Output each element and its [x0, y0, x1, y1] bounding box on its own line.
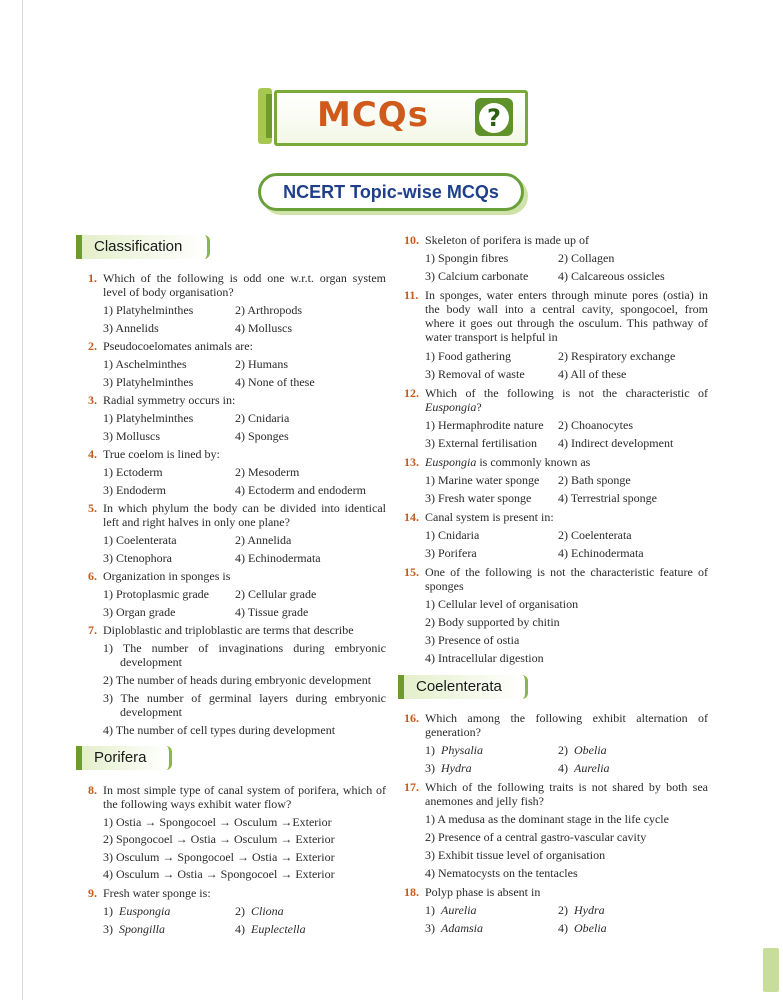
question-6-number: 6. [88, 569, 97, 583]
question-14-number: 14. [404, 510, 419, 524]
option: 1) Coelenterata [103, 533, 177, 547]
question-18-text: Polyp phase is absent in [425, 885, 541, 899]
option: 4) The number of cell types during development [103, 723, 336, 737]
option: 1) Physalia [425, 743, 483, 757]
option: 3) Presence of ostia [425, 633, 520, 647]
option: 4) Euplectella [235, 922, 306, 936]
option: 3) Spongilla [103, 922, 166, 936]
option: 1) Platyhelminthes [103, 411, 194, 425]
option: 1) Food gathering [425, 349, 511, 363]
question-5-number: 5. [88, 501, 97, 515]
question-10-text: Skeleton of porifera is made up of [425, 233, 589, 247]
option: 3) Calcium carbonate [425, 269, 529, 283]
option: 2) Hydra [558, 903, 605, 917]
question-4-text: True coelom is lined by: [103, 447, 220, 461]
option: 4) Echinodermata [558, 546, 644, 560]
option: 3) Organ grade [103, 605, 176, 619]
question-15-text: One of the following is not the characteristic feature of sponges [425, 565, 708, 593]
option: 3) Adamsia [425, 921, 483, 935]
option: 2) Spongocoel → Ostia → Osculum → Exterior [103, 832, 335, 846]
question-17-text: Which of the following traits is not shared by both sea anemones and jelly fish? [425, 780, 708, 808]
option: 3) Fresh water sponge [425, 491, 532, 505]
option: 3) Molluscs [103, 429, 160, 443]
option: 1) Spongin fibres [425, 251, 509, 265]
question-6-text: Organization in sponges is [103, 569, 231, 583]
question-9-text: Fresh water sponge is: [103, 886, 211, 900]
page-title: MCQs [317, 95, 429, 135]
option: 3) Platyhelminthes [103, 375, 194, 389]
option: 1) Platyhelminthes [103, 303, 194, 317]
option: 4) All of these [558, 367, 627, 381]
option: 1) Aschelminthes [103, 357, 187, 371]
option: 1) Marine water sponge [425, 473, 540, 487]
option: 4) Aurelia [558, 761, 610, 775]
question-13-text: Euspongia is commonly known as [425, 455, 591, 469]
option: 1) Protoplasmic grade [103, 587, 209, 601]
page-subtitle: NCERT Topic-wise MCQs [258, 173, 524, 211]
option: 2) The number of heads during embryonic development [103, 673, 372, 687]
option: 4) Molluscs [235, 321, 292, 335]
option: 3) Exhibit tissue level of organisation [425, 848, 606, 862]
option: 2) Cellular grade [235, 587, 317, 601]
option: 2) Mesoderm [235, 465, 300, 479]
question-5-text: In which phylum the body can be divided into identical left and right halves in only one plane? [103, 501, 386, 529]
option: 1) Cnidaria [425, 528, 480, 542]
option: 2) Respiratory exchange [558, 349, 676, 363]
question-14-text: Canal system is present in: [425, 510, 554, 524]
option: 4) Indirect development [558, 436, 674, 450]
option: 1) A medusa as the dominant stage in the life cycle [425, 812, 669, 826]
option: 2) Annelida [235, 533, 292, 547]
question-2-text: Pseudocoelomates animals are: [103, 339, 253, 353]
page-margin-rule [22, 0, 23, 1000]
section-header-coelenterata: Coelenterata [398, 675, 528, 699]
option: 4) Tissue grade [235, 605, 309, 619]
option: 4) Intracellular digestion [425, 651, 544, 665]
option: 3) The number of germinal layers during embryonic development [103, 691, 386, 719]
option: 4) Calcareous ossicles [558, 269, 665, 283]
title-banner [258, 88, 526, 144]
option: 1) Ectoderm [103, 465, 163, 479]
section-header-classification: Classification [76, 235, 210, 259]
option: 4) Osculum → Ostia → Spongocoel → Exterior [103, 867, 335, 881]
option: 4) None of these [235, 375, 315, 389]
option: 2) Cliona [235, 904, 284, 918]
question-mark-icon: ? [475, 98, 513, 136]
question-8-text: In most simple type of canal system of porifera, which of the following ways exhibit water flow? [103, 783, 386, 811]
option: 1) Aurelia [425, 903, 477, 917]
question-3-number: 3. [88, 393, 97, 407]
option: 1) The number of invaginations during embryonic development [103, 641, 386, 669]
option: 2) Obelia [558, 743, 607, 757]
option: 3) Annelids [103, 321, 159, 335]
option: 2) Presence of a central gastro-vascular cavity [425, 830, 647, 844]
option: 4) Sponges [235, 429, 289, 443]
option: 1) Cellular level of organisation [425, 597, 579, 611]
question-10-number: 10. [404, 233, 419, 247]
option: 3) Osculum → Spongocoel → Ostia → Exterior [103, 850, 335, 864]
option: 2) Humans [235, 357, 288, 371]
question-15-number: 15. [404, 565, 419, 579]
question-7-text: Diploblastic and triploblastic are terms that describe [103, 623, 354, 637]
option: 3) External fertilisation [425, 436, 537, 450]
question-12-text: Which of the following is not the characteristic of Euspongia? [425, 386, 708, 414]
option: 4) Echinodermata [235, 551, 321, 565]
option: 3) Endoderm [103, 483, 166, 497]
question-2-number: 2. [88, 339, 97, 353]
option: 2) Collagen [558, 251, 615, 265]
section-header-porifera: Porifera [76, 746, 172, 770]
option: 1) Euspongia [103, 904, 171, 918]
question-7-number: 7. [88, 623, 97, 637]
option: 3) Hydra [425, 761, 472, 775]
question-16-text: Which among the following exhibit alternation of generation? [425, 711, 708, 739]
option: 2) Body supported by chitin [425, 615, 560, 629]
option: 4) Obelia [558, 921, 607, 935]
option: 1) Hermaphrodite nature [425, 418, 544, 432]
question-9-number: 9. [88, 886, 97, 900]
option: 3) Ctenophora [103, 551, 172, 565]
option: 2) Arthropods [235, 303, 302, 317]
question-18-number: 18. [404, 885, 419, 899]
option: 1) Ostia → Spongocoel → Osculum →Exterior [103, 815, 332, 829]
option: 2) Bath sponge [558, 473, 631, 487]
question-12-number: 12. [404, 386, 419, 400]
option: 4) Terrestrial sponge [558, 491, 657, 505]
question-4-number: 4. [88, 447, 97, 461]
option: 3) Porifera [425, 546, 477, 560]
option: 2) Choanocytes [558, 418, 633, 432]
question-11-number: 11. [404, 288, 419, 302]
option: 4) Ectoderm and endoderm [235, 483, 366, 497]
option: 2) Cnidaria [235, 411, 290, 425]
question-3-text: Radial symmetry occurs in: [103, 393, 236, 407]
question-13-number: 13. [404, 455, 419, 469]
option: 4) Nematocysts on the tentacles [425, 866, 578, 880]
option: 3) Removal of waste [425, 367, 525, 381]
question-16-number: 16. [404, 711, 419, 725]
question-8-number: 8. [88, 783, 97, 797]
question-11-text: In sponges, water enters through minute pores (ostia) in the body wall into a central cavity, spongocoel, from where it goes out through the osculum. This pathway of water transport is helpful in [425, 288, 708, 344]
question-17-number: 17. [404, 780, 419, 794]
option: 2) Coelenterata [558, 528, 632, 542]
page-edge-tab [763, 948, 779, 992]
